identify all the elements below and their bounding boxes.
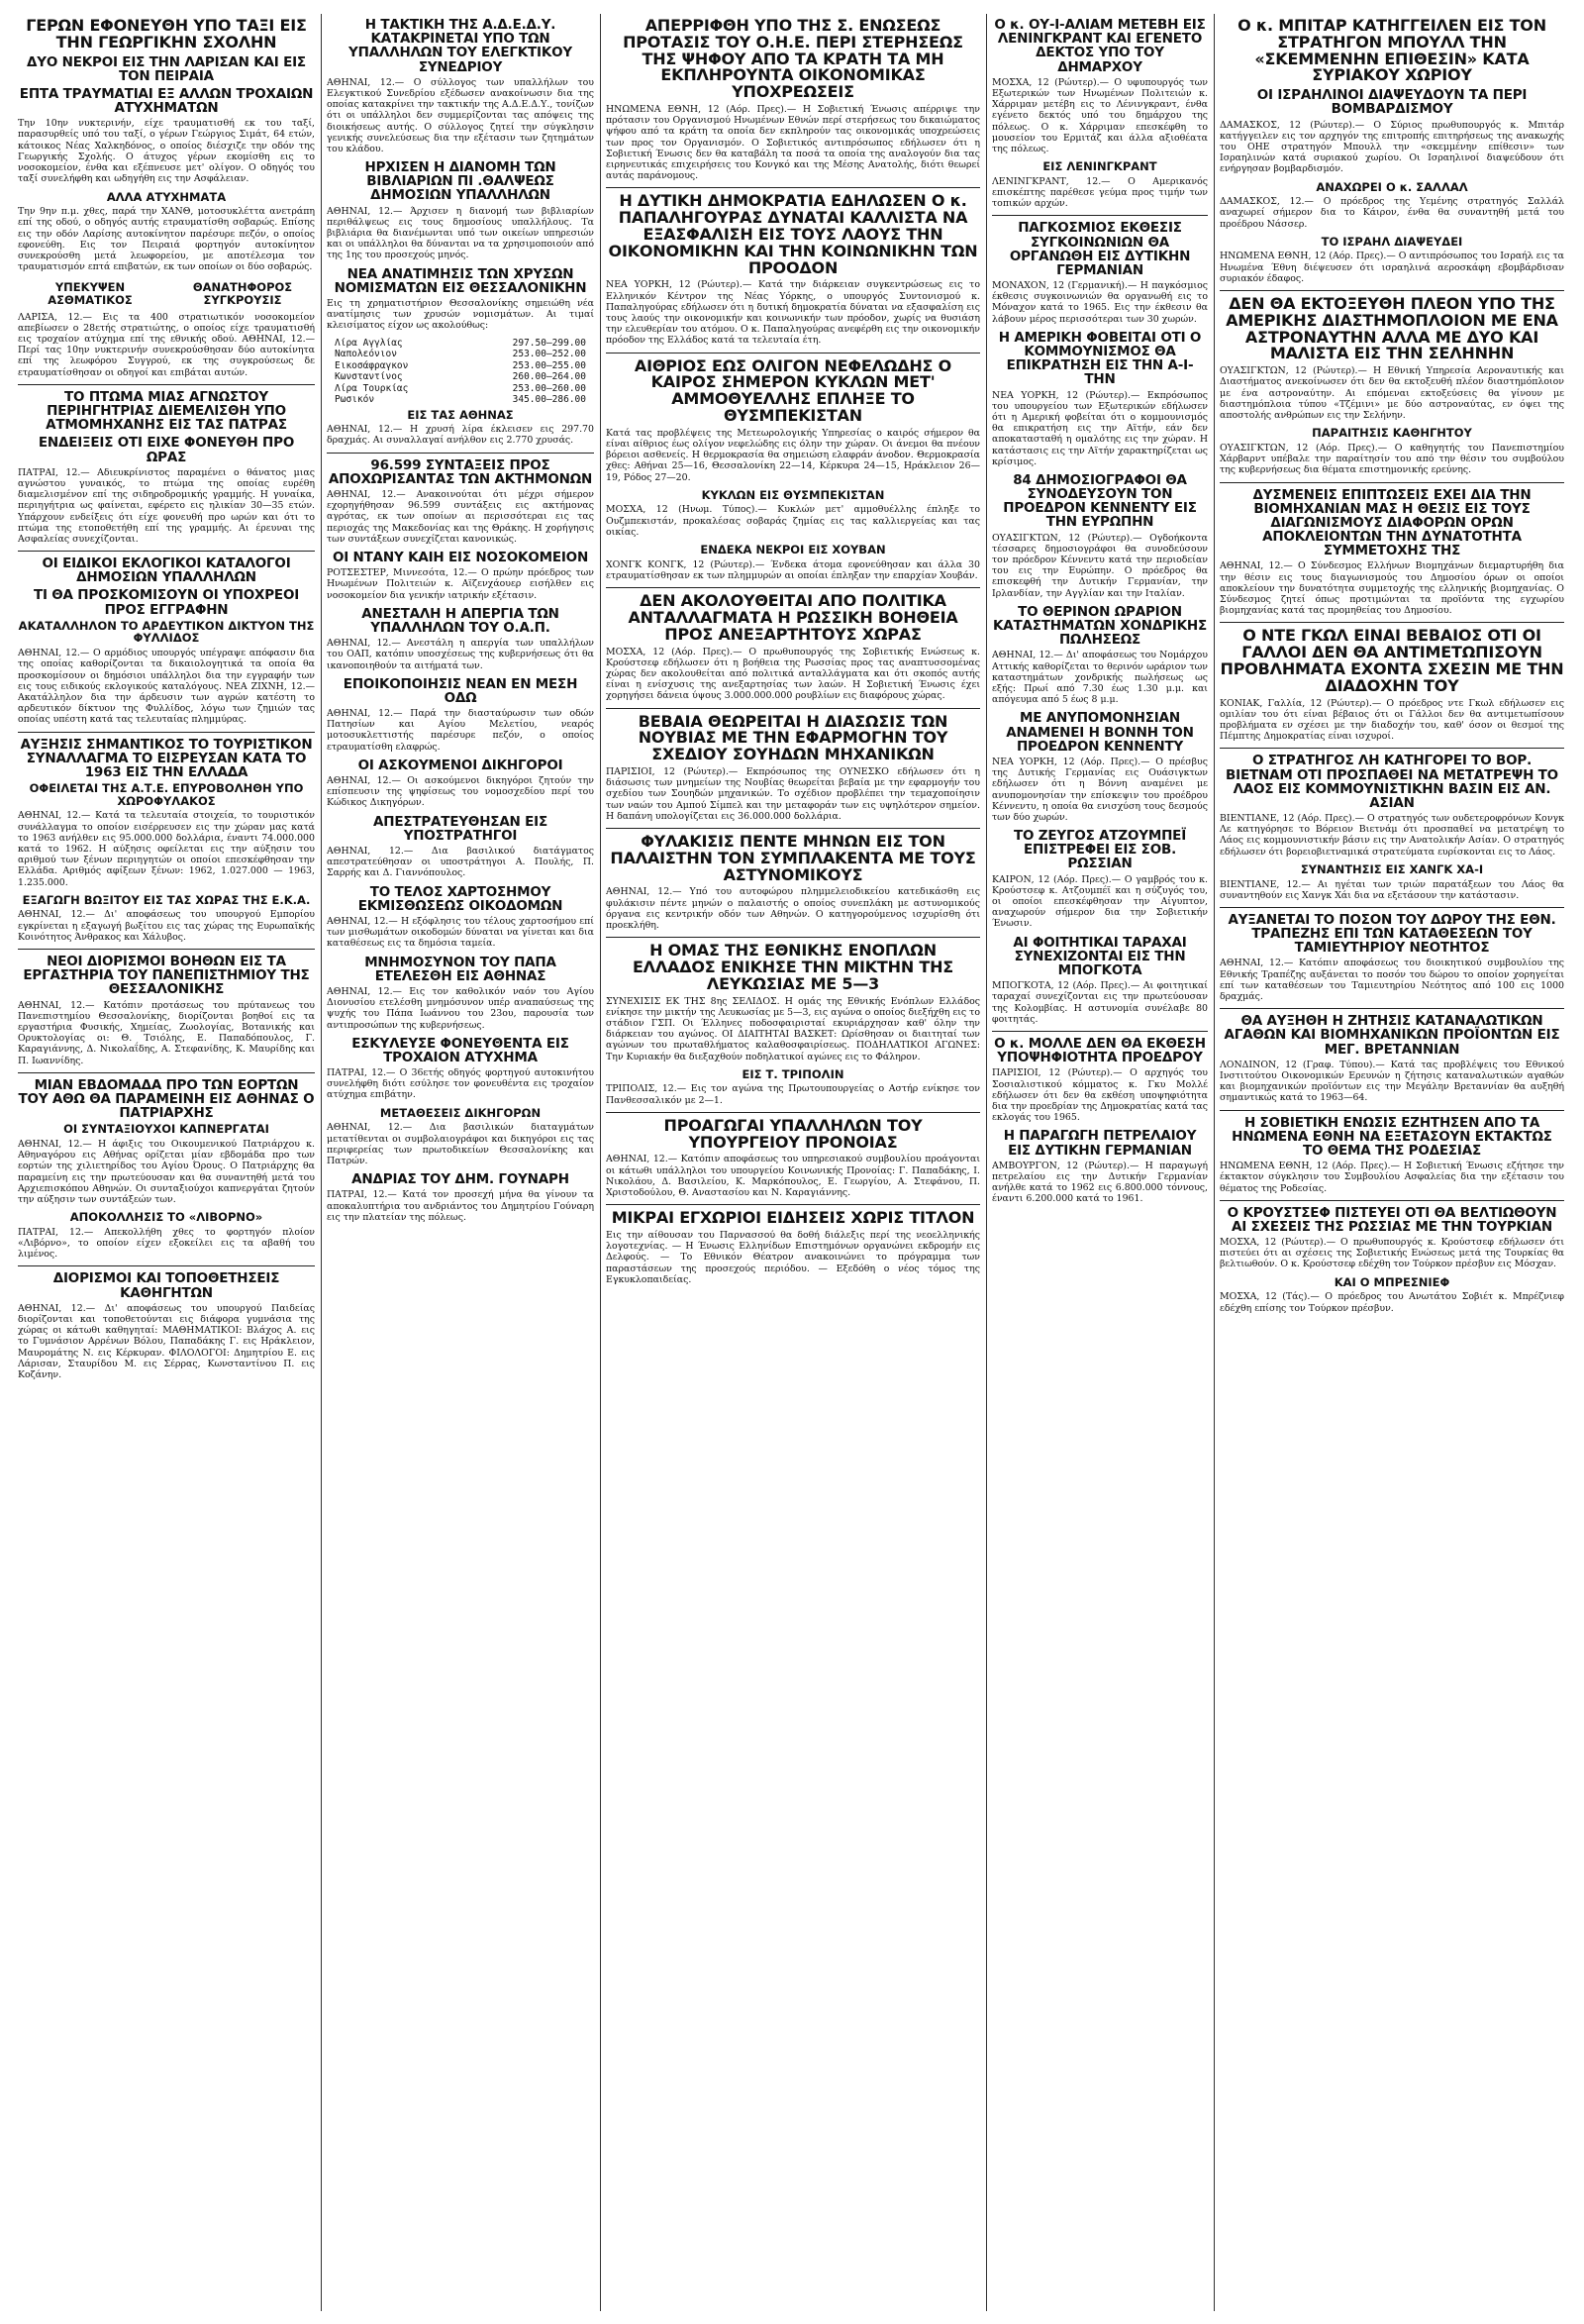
headline: ΝΕΟΙ ΔΙΟΡΙΣΜΟΙ ΒΟΗΘΩΝ ΕΙΣ ΤΑ ΕΡΓΑΣΤΗΡΙΑ ΤΟΥ ΠΑΝΕΠΙΣΤΗΜΙΟΥ ΤΗΣ ΘΕΣΣΑΛΟΝΙΚΗΣ (23, 954, 310, 998)
article-body: ΑΘΗΝΑΙ, 12.— Ο σύλλογος των υπαλλήλων του Ελεγκτικού Συνεδρίου εξέδωσεν ανακοίνωσιν δια της οποίας κατακρίνει την τακτικήν της Α.Δ.Ε.Δ.Υ., τονίζων ότι οι υπάλληλοι δεν συμμερίζονται τας απόψεις της διοικήσεως αυτής. Ο σύλλογος ζητεί την σύγκλησιν γενικής συνελεύσεως δια την εξέτασιν των ζητημάτων του κλάδου. (327, 76, 594, 154)
headline: ΟΙ ΕΙΔΙΚΟΙ ΕΚΛΟΓΙΚΟΙ ΚΑΤΑΛΟΓΟΙ ΔΗΜΟΣΙΩΝ ΥΠΑΛΛΗΛΩΝ (42, 556, 291, 586)
article-body: Την 10ην νυκτερινήν, είχε τραυματισθή εκ του ταξί, παρασυρθείς υπό του ταξί, ο γέρων Γεώργιος Σιμάτ, 64 ετών, κάτοικος Νέας Χαλκηδόνος, ο οποίος διέσχιζε την οδόν της Γεωργικής Σχολής. Ο άτυχος γέρων εκομίσθη εις το νοσοκομείον, ένθα και εξέπνευσε μετ' ολίγον. Ο οδηγός του ταξί συνελήφθη και ωδηγήθη εις την Ασφάλειαν. (18, 118, 315, 185)
divider (606, 937, 980, 938)
article-body: ΑΘΗΝΑΙ, 12.— Δι' αποφάσεως του υπουργού Εμπορίου εγκρίνεται η εξαγωγή βωξίτου εις τας χώρας της Ευρωπαϊκής Κοινότητος Άνθρακος και Χάλυβος. (18, 909, 315, 943)
column-1 (18, 14, 315, 2311)
headline: ΔΕΝ ΘΑ ΕΚΤΟΞΕΥΘΗ ΠΛΕΟΝ ΥΠΟ ΤΗΣ ΑΜΕΡΙΚΗΣ ΔΙΑΣΤΗΜΟΠΛΟΙΟΝ ΜΕ ΕΝΑ ΑΣΤΡΟΝΑΥΤΗΝ ΑΛΛΑ ΜΕ ΔΥΟ ΚΑΙ ΜΑΛΙΣΤΑ ΕΙΣ ΤΗΝ ΣΕΛΗΝΗΝ (1226, 294, 1558, 363)
headline: ΕΠΟΙΚΟΠΟΙΗΣΙΣ ΝΕΑΝ ΕΝ ΜΕΣΗ ΟΔΩ (343, 675, 578, 706)
article-body: ΜΟΣΧΑ, 12 (Ρώυτερ).— Ο πρωθυπουργός κ. Κρούστσεφ εδήλωσεν ότι πιστεύει ότι αι σχέσεις της Σοβιετικής Ενώσεως μετά της Τουρκίας θα βελτιωθούν. Ο κ. Κρούστσεφ εδέχθη τον Τούρκον πρέσβυν εις Μόσχαν. (1220, 1237, 1564, 1270)
divider (606, 708, 980, 709)
rate-label: Λίρα Αγγλίας (335, 337, 403, 349)
article-body: ΑΘΗΝΑΙ, 12.— Κατόπιν προτάσεως του πρύτανεως του Πανεπιστημίου Θεσσαλονίκης, διορίζονται βοηθοί εις τα εργαστήρια Φυσικής, Χημείας, Ζωολογίας, Βοτανικής και Ορυκτολογίας οι: Θ. Τσιόλης, Ε. Παπαδόπουλος, Γ. Καραγιάννης, Δ. Νικολαΐδης, Α. Στεφανίδης, Κ. Μαυρίδης και Π. Ιωαννίδης. (18, 999, 315, 1066)
rate-label: Ναπολεόνιον (335, 349, 397, 360)
rate-row (335, 383, 586, 395)
headline: ΑΥΞΗΣΙΣ ΣΗΜΑΝΤΙΚΟΣ ΤΟ ΤΟΥΡΙΣΤΙΚΟΝ ΣΥΝΑΛΛΑΓΜΑ ΤΟ ΕΙΣΡΕΥΣΑΝ ΚΑΤΑ ΤΟ 1963 ΕΙΣ ΤΗΝ ΕΛΛΑΔΑ (20, 736, 313, 780)
divider (1220, 748, 1564, 749)
rate-row (335, 338, 586, 350)
article-body: ΜΠΟΓΚΟΤΑ, 12 (Αόρ. Πρες).— Αι φοιτητικαί ταραχαί συνεχίζονται εις την πρωτεύουσαν της Κολομβίας. Η αστυνομία συνέλαβε 80 φοιτητάς. (992, 980, 1208, 1025)
column-4 (992, 14, 1208, 2311)
headline: ΤΟ ΖΕΥΓΟΣ ΑΤΖΟΥΜΠΕΪ ΕΠΙΣΤΡΕΦΕΙ ΕΙΣ ΣΟΒ. ΡΩΣΣΙΑΝ (1013, 828, 1187, 872)
subheading: ΥΠΕΚΥΨΕΝ ΑΣΘΜΑΤΙΚΟΣ (48, 280, 133, 307)
article-body: ΜΟΣΧΑ, 12 (Αόρ. Πρες).— Ο πρωθυπουργός της Σοβιετικής Ενώσεως κ. Κρούστσεφ εδήλωσεν ότι η βοήθεια της Ρωσσίας προς τας αναπτυσσομένας χώρας δεν ακολουθείται από πολιτικά ανταλλάγματα και ότι σκοπός αυτής είναι η ενίσχυσις της ανεξαρτησίας των λαών. Η Σοβιετική Ένωσις έχει χορηγήσει δάνεια ύψους 3.000.000.000 ρουβλίων εις διαφόρους χώρας. (606, 646, 980, 702)
article-body: ΑΘΗΝΑΙ, 12.— Εις τον καθολικόν ναόν του Αγίου Διονυσίου ετελέσθη μνημόσυνον υπέρ αναπαύσεως της ψυχής του Πάπα Ιωάννου του 23ου, παρουσία των αντιπροσώπων της κυβερνήσεως. (327, 985, 594, 1031)
column-rule (321, 14, 322, 2311)
divider (606, 1112, 980, 1113)
headline: ΑΙ ΦΟΙΤΗΤΙΚΑΙ ΤΑΡΑΧΑΙ ΣΥΝΕΧΙΖΟΝΤΑΙ ΕΙΣ ΤΗΝ ΜΠΟΓΚΟΤΑ (1013, 934, 1187, 979)
headline: ΓΕΡΩΝ ΕΦΟΝΕΥΘΗ ΥΠΟ ΤΑΞΙ ΕΙΣ ΤΗΝ ΓΕΩΡΓΙΚΗΝ ΣΧΟΛΗΝ (26, 16, 307, 51)
divider (606, 353, 980, 354)
column-5 (1220, 14, 1564, 2311)
headline: ΕΣΚΥΛΕΥΣΕ ΦΟΝΕΥΘΕΝΤΑ ΕΙΣ ΤΡΟΧΑΙΟΝ ΑΤΥΧΗΜΑ (351, 1035, 569, 1065)
headline: Η ΟΜΑΣ ΤΗΣ ΕΘΝΙΚΗΣ ΕΝΟΠΛΩΝ ΕΛΛΑΔΟΣ ΕΝΙΚΗΣΕ ΤΗΝ ΜΙΚΤΗΝ ΤΗΣ ΛΕΥΚΩΣΙΑΣ ΜΕ 5—3 (632, 941, 954, 993)
subheading: ΑΚΑΤΑΛΛΗΛΟΝ ΤΟ ΑΡΔΕΥΤΙΚΟΝ ΔΙΚΤΥΟΝ ΤΗΣ ΦΥΛΛΙΔΟΣ (18, 618, 315, 646)
article-body: ΗΝΩΜΕΝΑ ΕΘΝΗ, 12 (Αόρ. Πρες).— Ο αντιπρόσωπος του Ισραήλ εις τα Ηνωμένα Έθνη διέψευσεν ότι ισραηλινά αεροσκάφη εβομβάρδισαν συριακόν έδαφος. (1220, 251, 1564, 284)
subheading: ΑΝΑΧΩΡΕΙ Ο κ. ΣΑΛΛΑΛ (1316, 179, 1468, 194)
divider (1220, 907, 1564, 908)
gold-price-table (335, 338, 586, 406)
divider (1220, 482, 1564, 483)
headline: ΟΙ ΑΣΚΟΥΜΕΝΟΙ ΔΙΚΗΓΟΡΟΙ (357, 757, 563, 773)
divider (18, 551, 315, 552)
headline: ΜΕ ΑΝΥΠΟΜΟΝΗΣΙΑΝ ΑΝΑΜΕΝΕΙ Η ΒΟΝΝΗ ΤΟΝ ΠΡΟΕΔΡΟΝ ΚΕΝΝΕΝΤΥ (1006, 710, 1194, 755)
article-body: ΣΥΝΕΧΙΣΙΣ ΕΚ ΤΗΣ 8ης ΣΕΛΙΔΟΣ. Η ομάς της Εθνικής Ενόπλων Ελλάδος ενίκησε την μικτήν της Λευκωσίας με 5—3, εις αγώνα ο οποίος διεξήχθη εις το στάδιον ΓΣΠ. Οι Έλληνες ποδοσφαιρισταί εκυριάρχησαν καθ' όλην την διάρκειαν του αγώνος. ΟΙ ΔΙΑΙΤΗΤΑΙ ΒΑΣΚΕΤ: Ωρίσθησαν οι διαιτηταί των αγώνων του πρωταθλήματος καλαθοσφαιρίσεως. ΠΟΔΗΛΑΤΙΚΟΙ ΑΓΩΝΕΣ: Την Κυριακήν θα διεξαχθούν ποδηλατικοί αγώνες εις το Φάληρον. (606, 995, 980, 1062)
article-body: ΜΟΝΑΧΟΝ, 12 (Γερμανική).— Η παγκόσμιος έκθεσις συγκοινωνιών θα οργανωθή εις το Μόναχον κατά το 1965. Εις την έκθεσιν θα λάβουν μέρος περισσότεραι των 30 χωρών. (992, 280, 1208, 325)
rate-value: 297.50—299.00 (512, 337, 586, 349)
article-body: ΛΑΡΙΣΑ, 12.— Εις τα 400 στρατιωτικόν νοσοκομείον απεβίωσεν ο 28ετής στρατιώτης, ο οποίος είχε τραυματισθή εις τροχαίον ατύχημα επί της εθνικής οδού. ΑΘΗΝΑΙ, 12.— Περί τας 10ην νυκτερινήν συνεκρούσθησαν δύο αυτοκίνητα επί της λεωφόρου Συγγρού, εκ της συγκρούσεως δε ετραυματίσθησαν οι οδηγοί και επιβάται αυτών. (18, 311, 315, 378)
headline: 96.599 ΣΥΝΤΑΞΕΙΣ ΠΡΟΣ ΑΠΟΧΩΡΙΣΑΝΤΑΣ ΤΩΝ ΑΚΤΗΜΟΝΩΝ (328, 456, 593, 487)
article-body: ΗΝΩΜΕΝΑ ΕΘΝΗ, 12 (Αόρ. Πρες).— Η Σοβιετική Ένωσις εζήτησε την έκτακτον σύγκλησιν του Συμβουλίου Ασφαλείας δια την εξέτασιν του θέματος της Ροδεσίας. (1220, 1161, 1564, 1194)
article-body: ΠΑΡΙΣΙΟΙ, 12 (Ρώυτερ).— Ο αρχηγός του Σοσιαλιστικού κόμματος κ. Γκυ Μολλέ εδήλωσεν ότι δεν θα εκθέση υποψηφιότητα δια την προεδρίαν της Δημοκρατίας κατά τας εκλογάς του 1965. (992, 1067, 1208, 1124)
two-column-block (18, 278, 315, 309)
article-body: ΤΡΙΠΟΛΙΣ, 12.— Εις τον αγώνα της Πρωτουπουργείας ο Αστήρ ενίκησε τον Πανθεσσαλικόν με 2—1. (606, 1083, 980, 1106)
headline: Ο κ. ΟΥ-Ι-ΑΛΙΑΜ ΜΕΤΕΒΗ ΕΙΣ ΛΕΝΙΝΓΚΡΑΝΤ ΚΑΙ ΕΓΕΝΕΤΟ ΔΕΚΤΟΣ ΥΠΟ ΤΟΥ ΔΗΜΑΡΧΟΥ (994, 17, 1206, 75)
column-rule (1214, 14, 1215, 2311)
headline: ΑΙΘΡΙΟΣ ΕΩΣ ΟΛΙΓΟΝ ΝΕΦΕΛΩΔΗΣ Ο ΚΑΙΡΟΣ ΣΗΜΕΡΟΝ ΚΥΚΛΩΝ ΜΕΤ' ΑΜΜΟΘΥΕΛΛΗΣ ΕΠΛΗΞΕ ΤΟ ΘΥΣΜΠΕΚΙΣΤΑΝ (634, 355, 952, 425)
rate-row (335, 349, 586, 360)
subheading: ΣΥΝΑΝΤΗΣΙΣ ΕΙΣ ΧΑΝΓΚ ΧΑ-Ι (1300, 861, 1484, 876)
divider (18, 949, 315, 950)
article-body: ΑΜΒΟΥΡΓΟΝ, 12 (Ρώυτερ).— Η παραγωγή πετρελαίου εις την Δυτικήν Γερμανίαν ανήλθε κατά το 1962 εις 6.800.000 τόννους, έναντι 6.200.000 κατά το 1961. (992, 1160, 1208, 1205)
article-body: ΛΕΝΙΝΓΚΡΑΝΤ, 12.— Ο Αμερικανός επισκέπτης παρέθεσε γεύμα προς τιμήν των τοπικών αρχών. (992, 175, 1208, 210)
article-body: ΑΘΗΝΑΙ, 12.— Δι' αποφάσεως του υπουργού Παιδείας διορίζονται και τοποθετούνται εις διάφορα γυμνάσια της χώρας οι κάτωθι καθηγηταί: ΜΑΘΗΜΑΤΙΚΟΙ: Βλάχος Α. εις το Γυμνάσιον Αρρένων Βόλου, Παπαδάκης Γ. εις Ηράκλειον, Μαυρομάτης Ν. εις Κέρκυραν. ΦΙΛΟΛΟΓΟΙ: Δημητρίου Ε. εις Λάρισαν, Σταυρίδου Μ. εις Σέρρας, Κωνσταντίνου Π. εις Κοζάνην. (18, 1302, 315, 1380)
divider (1220, 1200, 1564, 1201)
headline: Η ΑΜΕΡΙΚΗ ΦΟΒΕΙΤΑΙ ΟΤΙ Ο ΚΟΜΜΟΥΝΙΣΜΟΣ ΘΑ ΕΠΙΚΡΑΤΗΣΗ ΕΙΣ ΤΗΝ Α-Ι-ΤΗΝ (998, 329, 1202, 388)
article-body: ΟΥΑΣΙΓΚΤΩΝ, 12 (Αόρ. Πρες).— Ο καθηγητής του Πανεπιστημίου Χάρβαρντ υπέβαλε την παραίτησίν του από την θέσιν του συμβούλου της κυβερνήσεως δια θέματα επιστημονικής ερεύνης. (1220, 442, 1564, 476)
subheading: ΜΕΤΑΘΕΣΕΙΣ ΔΙΚΗΓΟΡΩΝ (379, 1105, 542, 1120)
column-rule (600, 14, 601, 2311)
headline: Η ΤΑΚΤΙΚΗ ΤΗΣ Α.Δ.Ε.Δ.Υ. ΚΑΤΑΚΡΙΝΕΤΑΙ ΥΠΟ ΤΩΝ ΥΠΑΛΛΗΛΩΝ ΤΟΥ ΕΛΕΓΚΤΙΚΟΥ ΣΥΝΕΔΡΙΟΥ (348, 17, 572, 75)
article-body: ΜΟΣΧΑ, 12 (Ηνωμ. Τύπος).— Κυκλών μετ' αμμοθυέλλης έπληξε το Ουζμπεκιστάν, προκαλέσας σοβαράς ζημίας εις τας καλλιεργείας και τας οικίας. (606, 504, 980, 538)
rate-label: Κωνσταντίνος (335, 371, 403, 383)
subheading: ΕΝΔΕΚΑ ΝΕΚΡΟΙ ΕΙΣ ΧΟΥΒΑΝ (700, 543, 886, 557)
article-body: ΗΝΩΜΕΝΑ ΕΘΝΗ, 12 (Αόρ. Πρες).— Η Σοβιετική Ένωσις απέρριψε την πρότασιν του Οργανισμού Ηνωμένων Εθνών περί στερήσεως του δικαιώματος ψήφου από τα κράτη τα οποία δεν εκπληρούν τας οικονομικάς υποχρεώσεις των προς τον Οργανισμόν. Ο Σοβιετικός αντιπρόσωπος εδήλωσεν ότι η Σοβιετική Ένωσις δεν θα καταβάλη τα ποσά τα οποία της αναλογούν δια τας ειρηνευτικάς επιχειρήσεις του Κονγκό και της Μέσης Ανατολής, διότι θεωρεί αυτάς παράνομους. (606, 103, 980, 182)
subheading: ΟΦΕΙΛΕΤΑΙ ΤΗΣ Α.Τ.Ε. ΕΠΥΡΟΒΟΛΗΘΗ ΥΠΟ ΧΩΡΟΦΥΛΑΚΟΣ (29, 781, 304, 808)
article-body: Την 9ην π.μ. χθες, παρά την ΧΑΝΘ, μοτοσυκλέττα ανετράπη επί της οδού, ο οδηγός αυτής ετραυματίσθη σοβαρώς. Επίσης εις την οδόν Λαρίσης αυτοκίνητον παρέσυρε πεζόν, ο οποίος εφονεύθη. Εις τον Πειραιά φορτηγόν αυτοκίνητον συνεκρούσθη μετά λεωφορείου, με αποτέλεσμα τον τραυματισμόν επτά επιβατών, εκ των οποίων οι δύο σοβαρώς. (18, 206, 315, 273)
divider (1220, 1110, 1564, 1111)
headline: ΕΠΤΑ ΤΡΑΥΜΑΤΙΑΙ ΕΞ ΑΛΛΩΝ ΤΡΟΧΑΙΩΝ ΑΤΥΧΗΜΑΤΩΝ (19, 85, 314, 117)
article-body: Κατά τας προβλέψεις της Μετεωρολογικής Υπηρεσίας ο καιρός σήμερον θα είναι αίθριος έως ολίγον νεφελώδης εις όλην την χώραν. Οι άνεμοι θα πνέουν βόρειοι ασθενείς. Η θερμοκρασία θα σημειώση ελαφράν άνοδον. Θερμοκρασία χθες: Αθήναι 25—16, Θεσσαλονίκη 22—14, Κέρκυρα 24—15, Ηράκλειον 26—19, Ρόδος 27—20. (606, 427, 980, 483)
headline: 84 ΔΗΜΟΣΙΟΓΡΑΦΟΙ ΘΑ ΣΥΝΟΔΕΥΣΟΥΝ ΤΟΝ ΠΡΟΕΔΡΟΝ ΚΕΝΝΕΝΤΥ ΕΙΣ ΤΗΝ ΕΥΡΩΠΗΝ (1003, 471, 1197, 531)
divider (327, 453, 594, 454)
article-body: ΚΑΙΡΟΝ, 12 (Αόρ. Πρες).— Ο γαμβρός του κ. Κρούστσεφ κ. Ατζουμπέϊ και η σύζυγός του, οι οποίοι επεσκέφθησαν την Αίγυπτον, αναχωρούν σήμερον δια την Σοβιετικήν Ένωσιν. (992, 873, 1208, 930)
headline: ΟΙ ΝΤΑΝΥ ΚΑΙΗ ΕΙΣ ΝΟΣΟΚΟΜΕΙΟΝ (332, 550, 589, 565)
rate-row (335, 371, 586, 383)
article-body: ΑΘΗΝΑΙ, 12.— Ο Σύνδεσμος Ελλήνων Βιομηχάνων διεμαρτυρήθη δια την θέσιν εις τους διαγωνισμούς του Δημοσίου όρων οι οποίοι αποκλείουν την δυνατότητα συμμετοχής της ελληνικής βιομηχανίας. Ο Σύνδεσμος ζητεί όπως προτιμώνται τα προϊόντα της εγχωρίου βιομηχανίας κατά τας προμηθείας του Δημοσίου. (1220, 560, 1564, 617)
headline: ΑΝΔΡΙΑΣ ΤΟΥ ΔΗΜ. ΓΟΥΝΑΡΗ (351, 1171, 569, 1188)
article-body: ΠΑΡΙΣΙΟΙ, 12 (Ρώυτερ).— Εκπρόσωπος της ΟΥΝΕΣΚΟ εδήλωσεν ότι η διάσωσις των μνημείων της Νουβίας θεωρείται βεβαία με την εφαρμογήν του σχεδίου των Σουηδών μηχανικών. Το σχέδιον προβλέπει την τεμαχοποίησιν των ναών του Αμπού Σίμπελ και την μεταφοράν των εις υψηλότερον σημείον. Η δαπάνη υπολογίζεται εις 36.000.000 δολλάρια. (606, 765, 980, 822)
headline: ΦΥΛΑΚΙΣΙΣ ΠΕΝΤΕ ΜΗΝΩΝ ΕΙΣ ΤΟΝ ΠΑΛΑΙΣΤΗΝ ΤΟΝ ΣΥΜΠΛΑΚΕΝΤΑ ΜΕ ΤΟΥΣ ΑΣΤΥΝΟΜΙΚΟΥΣ (610, 831, 976, 884)
article-body: ΑΘΗΝΑΙ, 12.— Παρά την διασταύρωσιν των οδών Πατησίων και Αγίου Μελετίου, νεαρός μοτοσυκλεττιστής παρέσυρε πεζόν, ο οποίος ετραυματίσθη ελαφρώς. (327, 708, 594, 753)
headline: Ο κ. ΜΟΛΛΕ ΔΕΝ ΘΑ ΕΚΘΕΣΗ ΥΠΟΨΗΦΙΟΤΗΤΑ ΠΡΟΕΔΡΟΥ (994, 1036, 1206, 1066)
divider (18, 732, 315, 733)
article-body: ΑΘΗΝΑΙ, 12.— Οι ασκούμενοι δικηγόροι ζητούν την επίσπευσιν της ψηφίσεως του νομοσχεδίου περί του Κώδικος Δικηγόρων. (327, 775, 594, 809)
headline: Ο ΣΤΡΑΤΗΓΟΣ ΛΗ ΚΑΤΗΓΟΡΕΙ ΤΟ ΒΟΡ. ΒΙΕΤΝΑΜ ΟΤΙ ΠΡΟΣΠΑΘΕΙ ΝΑ ΜΕΤΑΤΡΕΨΗ ΤΟ ΛΑΟΣ ΕΙΣ ΚΟΜΜΟΥΝΙΣΤΙΚΗΝ ΒΑΣΙΝ ΕΙΣ ΑΝ. ΑΣΙΑΝ (1226, 753, 1558, 811)
headline: ΤΙ ΘΑ ΠΡΟΣΚΟΜΙΣΟΥΝ ΟΙ ΥΠΟΧΡΕΟΙ ΠΡΟΣ ΕΓΓΡΑΦΗΝ (33, 587, 300, 618)
subheading: ΠΑΡΑΙΤΗΣΙΣ ΚΑΘΗΓΗΤΟΥ (1312, 426, 1472, 441)
headline: ΝΕΑ ΑΝΑΤΙΜΗΣΙΣ ΤΩΝ ΧΡΥΣΩΝ ΝΟΜΙΣΜΑΤΩΝ ΕΙΣ ΘΕΣΣΑΛΟΝΙΚΗΝ (334, 265, 587, 296)
headline: Ο κ. ΜΠΙΤΑΡ ΚΑΤΗΓΓΕΙΛΕΝ ΕΙΣ ΤΟΝ ΣΤΡΑΤΗΓΟΝ ΜΠΟΥΛΛ ΤΗΝ «ΣΚΕΜΜΕΝΗΝ ΕΠΙΘΕΣΙΝ» ΚΑΤΑ ΣΥΡΙΑΚΟΥ ΧΩΡΙΟΥ (1238, 16, 1546, 85)
divider (18, 384, 315, 385)
article-body: ΠΑΤΡΑΙ, 12.— Κατά τον προσεχή μήνα θα γίνουν τα αποκαλυπτήρια του ανδριάντος του Δημητρίου Γούναρη εις την πλατείαν της πόλεως. (327, 1189, 594, 1223)
article-body: Εις την αίθουσαν του Παρνασσού θα δοθή διάλεξις περί της νεοελληνικής λογοτεχνίας. — Η Ένωσις Ελληνίδων Επιστημόνων οργανώνει εκδρομήν εις Δελφούς. — Το Εθνικόν Θέατρον ανακοινώνει το πρόγραμμα των παραστάσεων της προσεχούς περιόδου. — Εξεδόθη ο νέος τόμος της Εγκυκλοπαιδείας. (606, 1229, 980, 1285)
newspaper-page (18, 14, 1564, 2311)
headline: ΘΑ ΑΥΞΗΘΗ Η ΖΗΤΗΣΙΣ ΚΑΤΑΝΑΛΩΤΙΚΩΝ ΑΓΑΘΩΝ ΚΑΙ ΒΙΟΜΗΧΑΝΙΚΩΝ ΠΡΟΪΟΝΤΩΝ ΕΙΣ ΜΕΓ. ΒΡΕΤΑΝΝΙΑΝ (1224, 1013, 1560, 1058)
article-body: ΠΑΤΡΑΙ, 12.— Αδιευκρίνιστος παραμένει ο θάνατος μιας αγνώστου γυναικός, το πτώμα της οποίας ευρέθη διαμελισμένον επί της σιδηροδρομικής γραμμής. Η γυναίκα, περιηγήτρια ως φαίνεται, εφέρετο εις ηλικίαν 30—35 ετών. Υπάρχουν ενδείξεις ότι είχε φονευθή προ ωρών και ότι το πτώμα της ετοποθετήθη επί της γραμμής. Αι έρευναι της Ασφαλείας συνεχίζονται. (18, 466, 315, 545)
subheading: ΕΙΣ ΛΕΝΙΝΓΚΡΑΝΤ (1042, 159, 1157, 174)
subheading: ΤΟ ΙΣΡΑΗΛ ΔΙΑΨΕΥΔΕΙ (1321, 234, 1463, 249)
article-body: ΒΙΕΝΤΙΑΝΕ, 12.— Αι ηγέται των τριών παρατάξεων του Λάος θα συναντηθούν εις Χανγκ Χάι δια να εξετάσουν την κατάστασιν. (1220, 878, 1564, 901)
rate-value: 260.00—264.00 (512, 371, 586, 383)
article-body: ΑΘΗΝΑΙ, 12.— Ανεστάλη η απεργία των υπαλλήλων του ΟΑΠ, κατόπιν υποσχέσεως της κυβερνήσεως ότι θα ικανοποιηθούν τα αιτήματά των. (327, 638, 594, 671)
article-body: ΑΘΗΝΑΙ, 12.— Κατά τα τελευταία στοιχεία, το τουριστικόν συνάλλαγμα το οποίον εισέρρευσεν εις την χώραν μας κατά το 1963 ανήλθεν εις 95.000.000 δολλάρια, έναντι 74.000.000 κατά το 1962. Η αύξησις οφείλεται εις την αύξησιν του αριθμού των ξένων περιηγητών οι οποίοι επεσκέφθησαν την Ελλάδα. Αριθμός αφίξεων ξένων: 1962, 1.027.000 — 1963, 1.235.000. (18, 810, 315, 888)
rate-value: 253.00—252.00 (512, 349, 586, 360)
divider (606, 828, 980, 829)
subheading: ΕΙΣ ΤΑΣ ΑΘΗΝΑΣ (407, 407, 514, 422)
divider (992, 215, 1208, 216)
headline: ΑΠΕΣΤΡΑΤΕΥΘΗΣΑΝ ΕΙΣ ΥΠΟΣΤΡΑΤΗΓΟΙ (372, 813, 548, 844)
rate-row (335, 394, 586, 406)
article-body: ΑΘΗΝΑΙ, 12.— Κατόπιν αποφάσεως του διοικητικού συμβουλίου της Εθνικής Τραπέζης αυξάνεται το ποσόν του δώρου το οποίον χορηγείται επί των καταθέσεων του Ταμιευτηρίου Νεότητος από 100 εις 1000 δραχμάς. (1220, 958, 1564, 1003)
headline: ΠΡΟΑΓΩΓΑΙ ΥΠΑΛΛΗΛΩΝ ΤΟΥ ΥΠΟΥΡΓΕΙΟΥ ΠΡΟΝΟΙΑΣ (663, 1115, 923, 1152)
subheading: ΕΙΣ Τ. ΤΡΙΠΟΛΙΝ (742, 1066, 844, 1081)
headline: ΟΙ ΙΣΡΑΗΛΙΝΟΙ ΔΙΑΨΕΥΔΟΥΝ ΤΑ ΠΕΡΙ ΒΟΜΒΑΡΔΙΣΜΟΥ (1256, 87, 1528, 118)
headline: ΔΙΟΡΙΣΜΟΙ ΚΑΙ ΤΟΠΟΘΕΤΗΣΕΙΣ ΚΑΘΗΓΗΤΩΝ (52, 1270, 280, 1301)
headline: ΠΑΓΚΟΣΜΙΟΣ ΕΚΘΕΣΙΣ ΣΥΓΚΟΙΝΩΝΙΩΝ ΘΑ ΟΡΓΑΝΩΘΗ ΕΙΣ ΔΥΤΙΚΗΝ ΓΕΡΜΑΝΙΑΝ (1009, 220, 1191, 278)
rate-value: 253.00—260.00 (512, 382, 586, 394)
headline: ΑΠΕΡΡΙΦΘΗ ΥΠΟ ΤΗΣ Σ. ΕΝΩΣΕΩΣ ΠΡΟΤΑΣΙΣ ΤΟΥ Ο.Η.Ε. ΠΕΡΙ ΣΤΕΡΗΣΕΩΣ ΤΗΣ ΨΗΦΟΥ ΑΠΟ ΤΑ ΚΡΑΤΗ ΤΑ ΜΗ ΕΚΠΛΗΡΟΥΝΤΑ ΟΙΚΟΝΟΜΙΚΑΣ ΥΠΟΧΡΕΩΣΕΙΣ (623, 16, 963, 102)
article-body: ΑΘΗΝΑΙ, 12.— Δι' αποφάσεως του Νομάρχου Αττικής καθορίζεται το θερινόν ωράριον των καταστημάτων χονδρικής πωλήσεως ως εξής: Πρωί από 7.30 έως 1.30 μ.μ. και απόγευμα από 5 έως 8 μ.μ. (992, 650, 1208, 706)
headline: Ο ΚΡΟΥΣΤΣΕΦ ΠΙΣΤΕΥΕΙ ΟΤΙ ΘΑ ΒΕΛΤΙΩΘΟΥΝ ΑΙ ΣΧΕΣΕΙΣ ΤΗΣ ΡΩΣΣΙΑΣ ΜΕ ΤΗΝ ΤΟΥΡΚΙΑΝ (1227, 1204, 1557, 1235)
article-body: ΜΟΣΧΑ, 12 (Ρώυτερ).— Ο υφυπουργός των Εξωτερικών των Ηνωμένων Πολιτειών κ. Χάρριμαν μετέβη εις το Λένινγκραντ, ένθα εγένετο δεκτός υπό του δημάρχου της πόλεως. Ο κ. Χάρριμαν επεσκέφθη το μουσείον του Ερμιτάζ και άλλα αξιοθέατα της πόλεως. (992, 76, 1208, 154)
rate-value: 253.00—255.00 (512, 359, 586, 371)
divider (18, 1265, 315, 1266)
headline: ΑΥΞΑΝΕΤΑΙ ΤΟ ΠΟΣΟΝ ΤΟΥ ΔΩΡΟΥ ΤΗΣ ΕΘΝ. ΤΡΑΠΕΖΗΣ ΕΠΙ ΤΩΝ ΚΑΤΑΘΕΣΕΩΝ ΤΟΥ ΤΑΜΙΕΥΤΗΡΙΟΥ ΝΕΟΤΗΤΟΣ (1228, 911, 1556, 957)
article-body: ΧΟΝΓΚ ΚΟΝΓΚ, 12 (Ρώυτερ).— Ένδεκα άτομα εφονεύθησαν και άλλα 30 ετραυματίσθησαν εκ των πλημμυρών αι οποίαι έπληξαν την επαρχίαν Χουβάν. (606, 558, 980, 581)
article-body: ΜΟΣΧΑ, 12 (Τάς).— Ο πρόεδρος του Ανωτάτου Σοβιέτ κ. Μπρέζνιεφ εδέχθη επίσης τον Τούρκον πρέσβυν. (1220, 1291, 1564, 1314)
article-body: ΟΥΑΣΙΓΚΤΩΝ, 12 (Ρώυτερ).— Ογδοήκοντα τέσσαρες δημοσιογράφοι θα συνοδεύσουν τον πρόεδρον Κέννεντυ κατά την περιοδείαν του εις την Ευρώπην. Ο πρόεδρος θα επισκεφθή την Δυτικήν Γερμανίαν, την Ιρλανδίαν, την Αγγλίαν και την Ιταλίαν. (992, 532, 1208, 599)
headline: ΜΙΚΡΑΙ ΕΓΧΩΡΙΟΙ ΕΙΔΗΣΕΙΣ ΧΩΡΙΣ ΤΙΤΛΟΝ (611, 1208, 975, 1228)
divider (1220, 290, 1564, 291)
article-body: ΑΘΗΝΑΙ, 12.— Η άφιξις του Οικουμενικού Πατριάρχου κ. Αθηναγόρου εις Αθήνας ορίζεται μίαν εβδομάδα προ των εορτών της χιλιετηρίδος του Αγίου Όρους. Ο Πατριάρχης θα παραμείνη εις την πρωτεύουσαν και θα συναντηθή μετά του Αρχιεπισκόπου Αθηνών. Οι συνταξιούχοι καπνεργάται ζητούν την αύξησιν των συντάξεών των. (18, 1138, 315, 1205)
article-body: ΚΟΝΙΑΚ, Γαλλία, 12 (Ρώυτερ).— Ο πρόεδρος ντε Γκωλ εδήλωσεν εις ομιλίαν του ότι είναι βέβαιος ότι οι Γάλλοι δεν θα αντιμετωπίσουν προβλήματα εν σχέσει με την διαδοχήν του, καθ' όσον οι θεσμοί της Πέμπτης Δημοκρατίας είναι ισχυροί. (1220, 697, 1564, 743)
article-body: ΟΥΑΣΙΓΚΤΩΝ, 12 (Ρώυτερ).— Η Εθνική Υπηρεσία Αεροναυτικής και Διαστήματος ανεκοίνωσεν ότι δεν θα εκτοξευθή πλέον διαστημόπλοιον με ένα αστροναύτην. Αι επόμεναι εκτοξεύσεις θα γίνουν με διαστημόπλοια τύπου «Τζέμινι» με δύο αστροναύτας, εν όψει της αποστολής ανθρώπων εις την Σελήνην. (1220, 365, 1564, 422)
divider (18, 1072, 315, 1073)
article-body: ΝΕΑ ΥΟΡΚΗ, 12 (Ρώυτερ).— Κατά την διάρκειαν συγκεντρώσεως εις το Ελληνικόν Κέντρον της Νέας Υόρκης, ο υπουργός Συντονισμού κ. Παπαληγούρας εδήλωσεν ότι η δυτική δημοκρατία δύναται να εξασφαλίση εις τους λαούς την οικονομικήν και κοινωνικήν των πρόοδον, χωρίς να θυσιάση την ελευθερίαν του ατόμου. Ο κ. Παπαληγούρας ανεφέρθη εις την οικονομικήν πρόοδον της Ελλάδος κατά τα τελευταία έτη. (606, 279, 980, 347)
headline: ΒΕΒΑΙΑ ΘΕΩΡΕΙΤΑΙ Η ΔΙΑΣΩΣΙΣ ΤΩΝ ΝΟΥΒΙΑΣ ΜΕ ΤΗΝ ΕΦΑΡΜΟΓΗΝ ΤΟΥ ΣΧΕΔΙΟΥ ΣΟΥΗΔΩΝ ΜΗΧΑΝΙΚΩΝ (638, 711, 948, 764)
rate-label: Εικοσάφραγκον (335, 359, 409, 371)
divider (606, 587, 980, 588)
article-body: ΡΟΤΣΕΣΤΕΡ, Μιννεσότα, 12.— Ο πρώην πρόεδρος των Ηνωμένων Πολιτειών κ. Αϊζενχάουερ εισήλθεν εις νοσοκομείον δια γενικήν ιατρικήν εξέτασιν. (327, 567, 594, 601)
headline: ΑΝΕΣΤΑΛΗ Η ΑΠΕΡΓΙΑ ΤΩΝ ΥΠΑΛΛΗΛΩΝ ΤΟΥ Ο.Α.Π. (361, 605, 559, 636)
article-body: ΑΘΗΝΑΙ, 12.— Ανακοινούται ότι μέχρι σήμερον εχορηγήθησαν 96.599 συντάξεις εις ακτήμονας αγρότας, εκ των οποίων αι περισσότεραι εις τας περιοχάς της Μακεδονίας και της Θράκης. Η χορήγησις των συντάξεων συνεχίζεται κανονικώς. (327, 488, 594, 545)
article-body: ΑΘΗΝΑΙ, 12.— Υπό του αυτοφώρου πλημμελειοδικείου κατεδικάσθη εις φυλάκισιν πέντε μηνών ο παλαιστής ο οποίος συνεπλάκη με αστυνομικούς όργανα εις κεντρικήν οδόν των Αθηνών. Ο κατηγορούμενος ισχυρίσθη ότι προεκλήθη. (606, 886, 980, 931)
subheading: ΕΞΑΓΩΓΗ ΒΩΞΙΤΟΥ ΕΙΣ ΤΑΣ ΧΩΡΑΣ ΤΗΣ Ε.Κ.Α. (22, 892, 311, 907)
article-body: ΝΕΑ ΥΟΡΚΗ, 12 (Αόρ. Πρες).— Ο πρέσβυς της Δυτικής Γερμανίας εις Ουάσιγκτων εδήλωσεν ότι η Βόννη αναμένει με ανυπομονησίαν την επίσκεψιν του προέδρου Κέννεντυ, η οποία θα ενισχύση τους δεσμούς των δύο χωρών. (992, 756, 1208, 823)
article-body: ΑΘΗΝΑΙ, 12.— Δια βασιλικού διατάγματος απεστρατεύθησαν οι υποστράτηγοι Α. Πουλής, Π. Σαρρής και Δ. Γιαννόπουλος. (327, 846, 594, 879)
headline: ΤΟ ΠΤΩΜΑ ΜΙΑΣ ΑΓΝΩΣΤΟΥ ΠΕΡΙΗΓΗΤΡΙΑΣ ΔΙΕΜΕΛΙΣΘΗ ΥΠΟ ΑΤΜΟΜΗΧΑΝΗΣ ΕΙΣ ΤΑΣ ΠΑΤΡΑΣ (46, 388, 287, 434)
article-body: ΑΘΗΝΑΙ, 12.— Κατόπιν αποφάσεως του υπηρεσιακού συμβουλίου προάγονται οι κάτωθι υπάλληλοι του υπουργείου Κοινωνικής Προνοίας: Γ. Παπαδάκης, Ι. Νικολάου, Δ. Βασιλείου, Κ. Μαρκόπουλος, Ε. Γεωργίου, Α. Στεφάνου, Π. Χριστοδούλου, Θ. Αναστασίου και Ν. Καραγιάννης. (606, 1154, 980, 1198)
headline: ΔΥΟ ΝΕΚΡΟΙ ΕΙΣ ΤΗΝ ΛΑΡΙΣΑΝ ΚΑΙ ΕΙΣ ΤΟΝ ΠΕΙΡΑΙΑ (27, 53, 306, 84)
article-body: ΑΘΗΝΑΙ, 12.— Η εξόφλησις του τέλους χαρτοσήμου επί των μισθωμάτων οικοδομών δύναται να γίνεται και δια καταθέσεως εις τα δημόσια ταμεία. (327, 915, 594, 950)
headline: Η ΔΥΤΙΚΗ ΔΗΜΟΚΡΑΤΙΑ ΕΔΗΛΩΣΕΝ Ο κ. ΠΑΠΑΛΗΓΟΥΡΑΣ ΔΥΝΑΤΑΙ ΚΑΛΛΙΣΤΑ ΝΑ ΕΞΑΣΦΑΛΙΣΗ ΕΙΣ ΤΟΥΣ ΛΑΟΥΣ ΤΗΝ ΟΙΚΟΝΟΜΙΚΗΝ ΚΑΙ ΤΗΝ ΚΟΙΝΩΝΙΚΗΝ ΤΩΝ ΠΡΟΟΔΟΝ (608, 191, 978, 277)
article-body: ΑΘΗΝΑΙ, 12.— Η χρυσή λίρα έκλεισεν εις 297.70 δραχμάς. Αι συναλλαγαί ανήλθον εις 2.770 χρυσάς. (327, 424, 594, 447)
headline: ΤΟ ΤΕΛΟΣ ΧΑΡΤΟΣΗΜΟΥ ΕΚΜΙΣΘΩΣΕΩΣ ΟΙΚΟΔΟΜΩΝ (357, 883, 563, 914)
headline: ΜΙΑΝ ΕΒΔΟΜΑΔΑ ΠΡΟ ΤΩΝ ΕΟΡΤΩΝ ΤΟΥ ΑΘΩ ΘΑ ΠΑΡΑΜΕΙΝΗ ΕΙΣ ΑΘΗΝΑΣ Ο ΠΑΤΡΙΑΡΧΗΣ (18, 1076, 315, 1122)
divider (606, 1204, 980, 1205)
headline: Ο ΝΤΕ ΓΚΩΛ ΕΙΝΑΙ ΒΕΒΑΙΟΣ ΟΤΙ ΟΙ ΓΑΛΛΟΙ ΔΕΝ ΘΑ ΑΝΤΙΜΕΤΩΠΙΣΟΥΝ ΠΡΟΒΛΗΜΑΤΑ ΕΧΟΝΤΑ ΣΧΕΣΙΝ ΜΕ ΤΗΝ ΔΙΑΔΟΧΗΝ ΤΟΥ (1220, 626, 1564, 695)
subheading: ΚΥΚΛΩΝ ΕΙΣ ΘΥΣΜΠΕΚΙΣΤΑΝ (701, 487, 885, 502)
divider (606, 187, 980, 188)
rate-value: 345.00—286.00 (512, 394, 586, 406)
divider (992, 1031, 1208, 1032)
subheading: ΘΑΝΑΤΗΦΟΡΟΣ ΣΥΓΚΡΟΥΣΙΣ (192, 280, 293, 307)
headline: ΜΝΗΜΟΣΥΝΟΝ ΤΟΥ ΠΑΠΑ ΕΤΕΛΕΣΘΗ ΕΙΣ ΑΘΗΝΑΣ (364, 954, 556, 984)
article-body: ΔΑΜΑΣΚΟΣ, 12.— Ο πρόεδρος της Υεμένης στρατηγός Σαλλάλ αναχωρεί σήμερον δια το Κάιρον, ένθα θα συναντηθή μετά του προέδρου Νάσσερ. (1220, 196, 1564, 230)
article-body: ΑΘΗΝΑΙ, 12.— Ο αρμόδιος υπουργός υπέγραψε απόφασιν δια της οποίας καθορίζονται τα δικαιολογητικά τα οποία θα προσκομίσουν οι δημόσιοι υπάλληλοι δια την εγγραφήν των εις τους ειδικούς εκλογικούς καταλόγους. ΝΕΑ ΖΙΧΝΗ, 12.— Ακατάλληλον δια την άρδευσιν των αγρών κατέστη το αρδευτικόν δίκτυον της Φυλλίδος, λόγω των ζημιών τας οποίας υπέστη κατά τας τελευταίας πλημμύρας. (18, 648, 315, 726)
headline: Η ΠΑΡΑΓΩΓΗ ΠΕΤΡΕΛΑΙΟΥ ΕΙΣ ΔΥΤΙΚΗΝ ΓΕΡΜΑΝΙΑΝ (1003, 1128, 1197, 1159)
article-body: ΠΑΤΡΑΙ, 12.— Απεκολλήθη χθες το φορτηγόν πλοίον «Λιβόρνο», το οποίον είχεν εξοκείλει εις τα αβαθή του λιμένος. (18, 1226, 315, 1261)
rate-label: Ρωσικόν (335, 394, 375, 406)
headline: ΔΥΣΜΕΝΕΙΣ ΕΠΙΠΤΩΣΕΙΣ ΕΧΕΙ ΔΙΑ ΤΗΝ ΒΙΟΜΗΧΑΝΙΑΝ ΜΑΣ Η ΘΕΣΙΣ ΕΙΣ ΤΟΥΣ ΔΙΑΓΩΝΙΣΜΟΥΣ ΔΙΑΦΟΡΩΝ ΟΡΩΝ ΑΠΟΚΛΕΙΟΝΤΩΝ ΤΗΝ ΔΥΝΑΤΟΤΗΤΑ ΣΥΜΜΕΤΟΧΗΣ ΤΗΣ (1252, 486, 1532, 559)
subheading: ΑΠΟΚΟΛΛΗΣΙΣ ΤΟ «ΛΙΒΟΡΝΟ» (69, 1210, 263, 1225)
subheading: ΑΛΛΑ ΑΤΥΧΗΜΑΤΑ (106, 189, 227, 204)
rate-label: Λίρα Τουρκίας (335, 382, 409, 394)
article-body: ΛΟΝΔΙΝΟΝ, 12 (Γραφ. Τύπου).— Κατά τας προβλέψεις του Εθνικού Ινστιτούτου Οικονομικών Ερευνών η ζήτησις καταναλωτικών αγαθών και βιομηχανικών προϊόντων εις την Μεγάλην Βρεταννίαν θα αυξηθή σημαντικώς κατά το 1963—64. (1220, 1059, 1564, 1104)
headline: ΔΕΝ ΑΚΟΛΟΥΘΕΙΤΑΙ ΑΠΟ ΠΟΛΙΤΙΚΑ ΑΝΤΑΛΛΑΓΜΑΤΑ Η ΡΩΣΣΙΚΗ ΒΟΗΘΕΙΑ ΠΡΟΣ ΑΝΕΞΑΡΤΗΤΟΥΣ ΧΩΡΑΣ (628, 591, 958, 644)
headline: ΤΟ ΘΕΡΙΝΟΝ ΩΡΑΡΙΟΝ ΚΑΤΑΣΤΗΜΑΤΩΝ ΧΟΝΔΡΙΚΗΣ ΠΩΛΗΣΕΩΣ (993, 603, 1207, 649)
divider (1220, 622, 1564, 623)
column-3 (606, 14, 980, 2311)
article-body: Εις τη χρηματιστήριον Θεσσαλονίκης σημειώθη νέα ανατίμησις των χρυσών νομισμάτων. Αι τιμαί κλεισίματος είχον ως ακολούθως: (327, 297, 594, 332)
headline: ΗΡΧΙΣΕΝ Η ΔΙΑΝΟΜΗ ΤΩΝ ΒΙΒΛΙΑΡΙΩΝ ΠΙ .ΘΑΛΨΕΩΣ ΔΗΜΟΣΙΩΝ ΥΠΑΛΛΗΛΩΝ (364, 159, 556, 204)
column-2 (327, 14, 594, 2311)
subheading: ΚΑΙ Ο ΜΠΡΕΣΝΙΕΦ (1334, 1274, 1450, 1289)
rate-row (335, 360, 586, 372)
headline: Η ΣΟΒΙΕΤΙΚΗ ΕΝΩΣΙΣ ΕΖΗΤΗΣΕΝ ΑΠΟ ΤΑ ΗΝΩΜΕΝΑ ΕΘΝΗ ΝΑ ΕΞΕΤΑΣΟΥΝ ΕΚΤΑΚΤΩΣ ΤΟ ΘΕΜΑ ΤΗΣ ΡΟΔΕΣΙΑΣ (1232, 1114, 1552, 1159)
article-body: ΔΑΜΑΣΚΟΣ, 12 (Ρώυτερ).— Ο Σύριος πρωθυπουργός κ. Μπιτάρ κατήγγειλεν εις τον αρχηγόν της επιτροπής επιτηρήσεως της ανακωχής του ΟΗΕ στρατηγόν Μπουλλ την «σκεμμένην επίθεσιν» των Ισραηλινών κατά συριακού χωρίου. Οι Ισραηλινοί διαψεύδουν ότι ενήργησαν βομβαρδισμόν. (1220, 119, 1564, 175)
column-rule (986, 14, 987, 2311)
article-body: ΒΙΕΝΤΙΑΝΕ, 12 (Αόρ. Πρες).— Ο στρατηγός των ουδετεροφρόνων Κονγκ Λε κατηγόρησε το Βόρειον Βιετνάμ ότι προσπαθεί να μετατρέψη το Λάος εις κομμουνιστικήν βάσιν εις την Ανατολικήν Ασίαν. Ο στρατηγός εδήλωσεν ότι βορειοβιετναμικά στρατεύματα ευρίσκονται εις το Λάος. (1220, 813, 1564, 858)
subheading: ΟΙ ΣΥΝΤΑΞΙΟΥΧΟΙ ΚΑΠΝΕΡΓΑΤΑΙ (63, 1122, 269, 1137)
article-body: ΝΕΑ ΥΟΡΚΗ, 12 (Ρώυτερ).— Εκπρόσωπος του υπουργείου των Εξωτερικών εδήλωσεν ότι η Αμερική φοβείται ότι ο κομμουνισμός θα επικρατήση εις την Αϊτήν, εάν δεν αποκατασταθή η ομαλότης εις την χώραν. Η κατάστασις εις την Αϊτήν χαρακτηρίζεται ως κρίσιμος. (992, 389, 1208, 467)
article-body: ΑΘΗΝΑΙ, 12.— Δια βασιλικών διαταγμάτων μετατίθενται οι συμβολαιογράφοι και δικηγόροι εις τας περιφερείας των πρωτοδικείων Θεσσαλονίκης και Πατρών. (327, 1122, 594, 1166)
article-body: ΑΘΗΝΑΙ, 12.— Άρχισεν η διανομή των βιβλιαρίων περιθάλψεως εις τους δημοσίους υπαλλήλους. Τα βιβλιάρια θα διανέμωνται υπό των οικείων υπηρεσιών και οι υπάλληλοι θα δύνανται να τα χρησιμοποιούν από της 1ης του προσεχούς μηνός. (327, 205, 594, 261)
article-body: ΠΑΤΡΑΙ, 12.— Ο 36ετής οδηγός φορτηγού αυτοκινήτου συνελήφθη διότι εσύλησε τον φονευθέντα εις τροχαίον ατύχημα επιβάτην. (327, 1067, 594, 1101)
divider (1220, 1008, 1564, 1009)
headline: ΕΝΔΕΙΞΕΙΣ ΟΤΙ ΕΙΧΕ ΦΟΝΕΥΘΗ ΠΡΟ ΩΡΑΣ (38, 435, 295, 465)
